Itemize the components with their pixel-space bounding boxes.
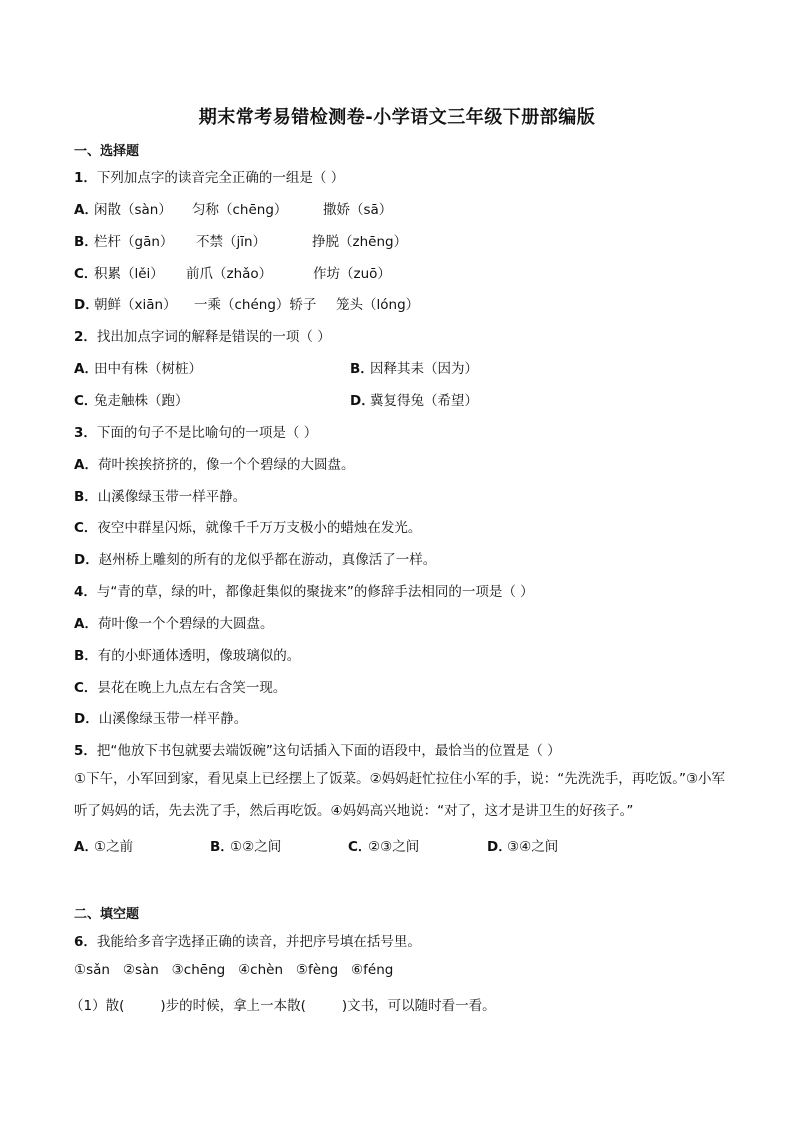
option-letter: B． (74, 489, 98, 505)
option-text: 山溪像绿玉带一样平静。 (98, 711, 248, 727)
question-stem: 下面的句子不是比喻句的一项是（ ） (96, 425, 318, 441)
option-text: 田中有株（树桩） (94, 361, 202, 377)
option-text: 冀复得兔（希望） (370, 393, 478, 409)
question-number: 2． (74, 329, 97, 345)
q3-option-b (74, 485, 246, 505)
question-number: 3． (74, 425, 97, 441)
question-6 (74, 930, 421, 950)
question-1 (74, 166, 344, 186)
q6-item-1 (70, 994, 496, 1014)
option-letter: C． (74, 680, 98, 696)
question-number: 1． (74, 170, 97, 186)
option-part: 不禁（jīn） (196, 234, 267, 250)
option-letter: C． (348, 839, 372, 855)
option-text: 夜空中群星闪烁，就像千千万万支极小的蜡烛在发光。 (97, 520, 422, 536)
question-number: 5． (74, 743, 97, 759)
option-letter: B． (74, 648, 98, 664)
option-text: 昙花在晚上九点左右含笑一现。 (97, 680, 287, 696)
option-part: 前爪（zhǎo） (186, 266, 273, 282)
option-letter: B． (210, 839, 234, 855)
option-letter: B． (350, 361, 374, 377)
item-text: )文书，可以随时看一看。 (341, 998, 496, 1014)
option-part: 作坊（zuō） (313, 266, 391, 282)
option-part: 闲散（sàn） (94, 202, 172, 218)
page-title: 期末常考易错检测卷-小学语文三年级下册部编版 (198, 107, 596, 128)
option-letter: D． (74, 711, 99, 727)
option-text: ①②之间 (230, 839, 282, 855)
question-number: 4． (74, 584, 97, 600)
question-5 (74, 739, 561, 759)
item-text: （1）散( (70, 998, 125, 1014)
option-letter: D． (350, 393, 375, 409)
question-stem: 与“青的草，绿的叶，都像赶集似的聚拢来”的修辞手法相同的一项是（ ） (96, 584, 534, 600)
question-number: 6． (74, 934, 97, 950)
option-part: 挣脱（zhēng） (312, 234, 408, 250)
section-fill-heading: 二、填空题 (74, 907, 140, 922)
option-letter: C． (74, 393, 98, 409)
option-letter: A． (74, 616, 98, 632)
option-letter: D． (74, 552, 99, 568)
q6-readings: ①sǎn ②sàn ③chēng ④chèn ⑤fèng ⑥féng (74, 962, 394, 978)
q1-option-c (74, 262, 734, 282)
q4-option-d (74, 707, 247, 727)
question-stem: 下列加点字的读音完全正确的一组是（ ） (96, 170, 345, 186)
option-part: 一乘（chéng）轿子 (194, 297, 317, 313)
option-part: 撒娇（sā） (323, 202, 393, 218)
q1-option-b (74, 230, 734, 250)
question-3 (74, 421, 317, 441)
option-part: 笼头（lóng） (336, 297, 420, 313)
q4-option-c (74, 676, 286, 696)
question-2 (74, 325, 331, 345)
option-letter: A． (74, 457, 98, 473)
question-4 (74, 580, 534, 600)
option-text: 因释其耒（因为） (370, 361, 478, 377)
q1-option-a (74, 198, 734, 218)
q3-option-d (74, 548, 436, 568)
option-part: 积累（lěi） (94, 266, 164, 282)
q5-options (74, 835, 734, 855)
option-part: 栏杆（gān） (94, 234, 174, 250)
option-text: 兔走触株（跑） (94, 393, 189, 409)
option-letter: C． (74, 520, 98, 536)
option-text: ①之前 (94, 839, 134, 855)
option-letter: C． (74, 266, 98, 282)
option-letter: A． (74, 361, 98, 377)
question-stem: 把“他放下书包就要去端饭碗”这句话插入下面的语段中，最恰当的位置是（ ） (96, 743, 561, 759)
q2-options-ab (74, 357, 734, 377)
option-letter: D． (74, 297, 99, 313)
option-text: ②③之间 (368, 839, 420, 855)
section-choice-heading: 一、选择题 (74, 144, 140, 159)
option-letter: B． (74, 234, 98, 250)
q2-options-cd (74, 389, 734, 409)
q3-option-a (74, 453, 354, 473)
option-part: 朝鲜（xiān） (94, 297, 177, 313)
q1-option-d (74, 293, 734, 313)
option-text: 山溪像绿玉带一样平静。 (97, 489, 247, 505)
option-letter: A． (74, 202, 98, 218)
option-text: 有的小虾通体透明，像玻璃似的。 (97, 648, 301, 664)
option-text: 荷叶挨挨挤挤的，像一个个碧绿的大圆盘。 (97, 457, 355, 473)
item-text: )步的时候，拿上一本散( (160, 998, 306, 1014)
option-text: 荷叶像一个个碧绿的大圆盘。 (97, 616, 274, 632)
option-text: 赵州桥上雕刻的所有的龙似乎都在游动，真像活了一样。 (98, 552, 437, 568)
q4-option-b (74, 644, 300, 664)
q3-option-c (74, 516, 421, 536)
question-stem: 找出加点字词的解释是错误的一项（ ） (96, 329, 331, 345)
option-text: ③④之间 (507, 839, 559, 855)
option-letter: D． (487, 839, 512, 855)
option-part: 匀称（chēng） (192, 202, 288, 218)
q5-passage: ①下午，小军回到家，看见桌上已经摆上了饭菜。②妈妈赶忙拉住小军的手，说：“先洗洗手，再吃饭。”③小军听了妈妈的话，先去洗了手，然后再吃饭。④妈妈高兴地说：“对了，这才是讲卫生的好孩子。” (74, 771, 726, 819)
option-letter: A． (74, 839, 98, 855)
q4-option-a (74, 612, 273, 632)
question-stem: 我能给多音字选择正确的读音，并把序号填在括号里。 (96, 934, 421, 950)
